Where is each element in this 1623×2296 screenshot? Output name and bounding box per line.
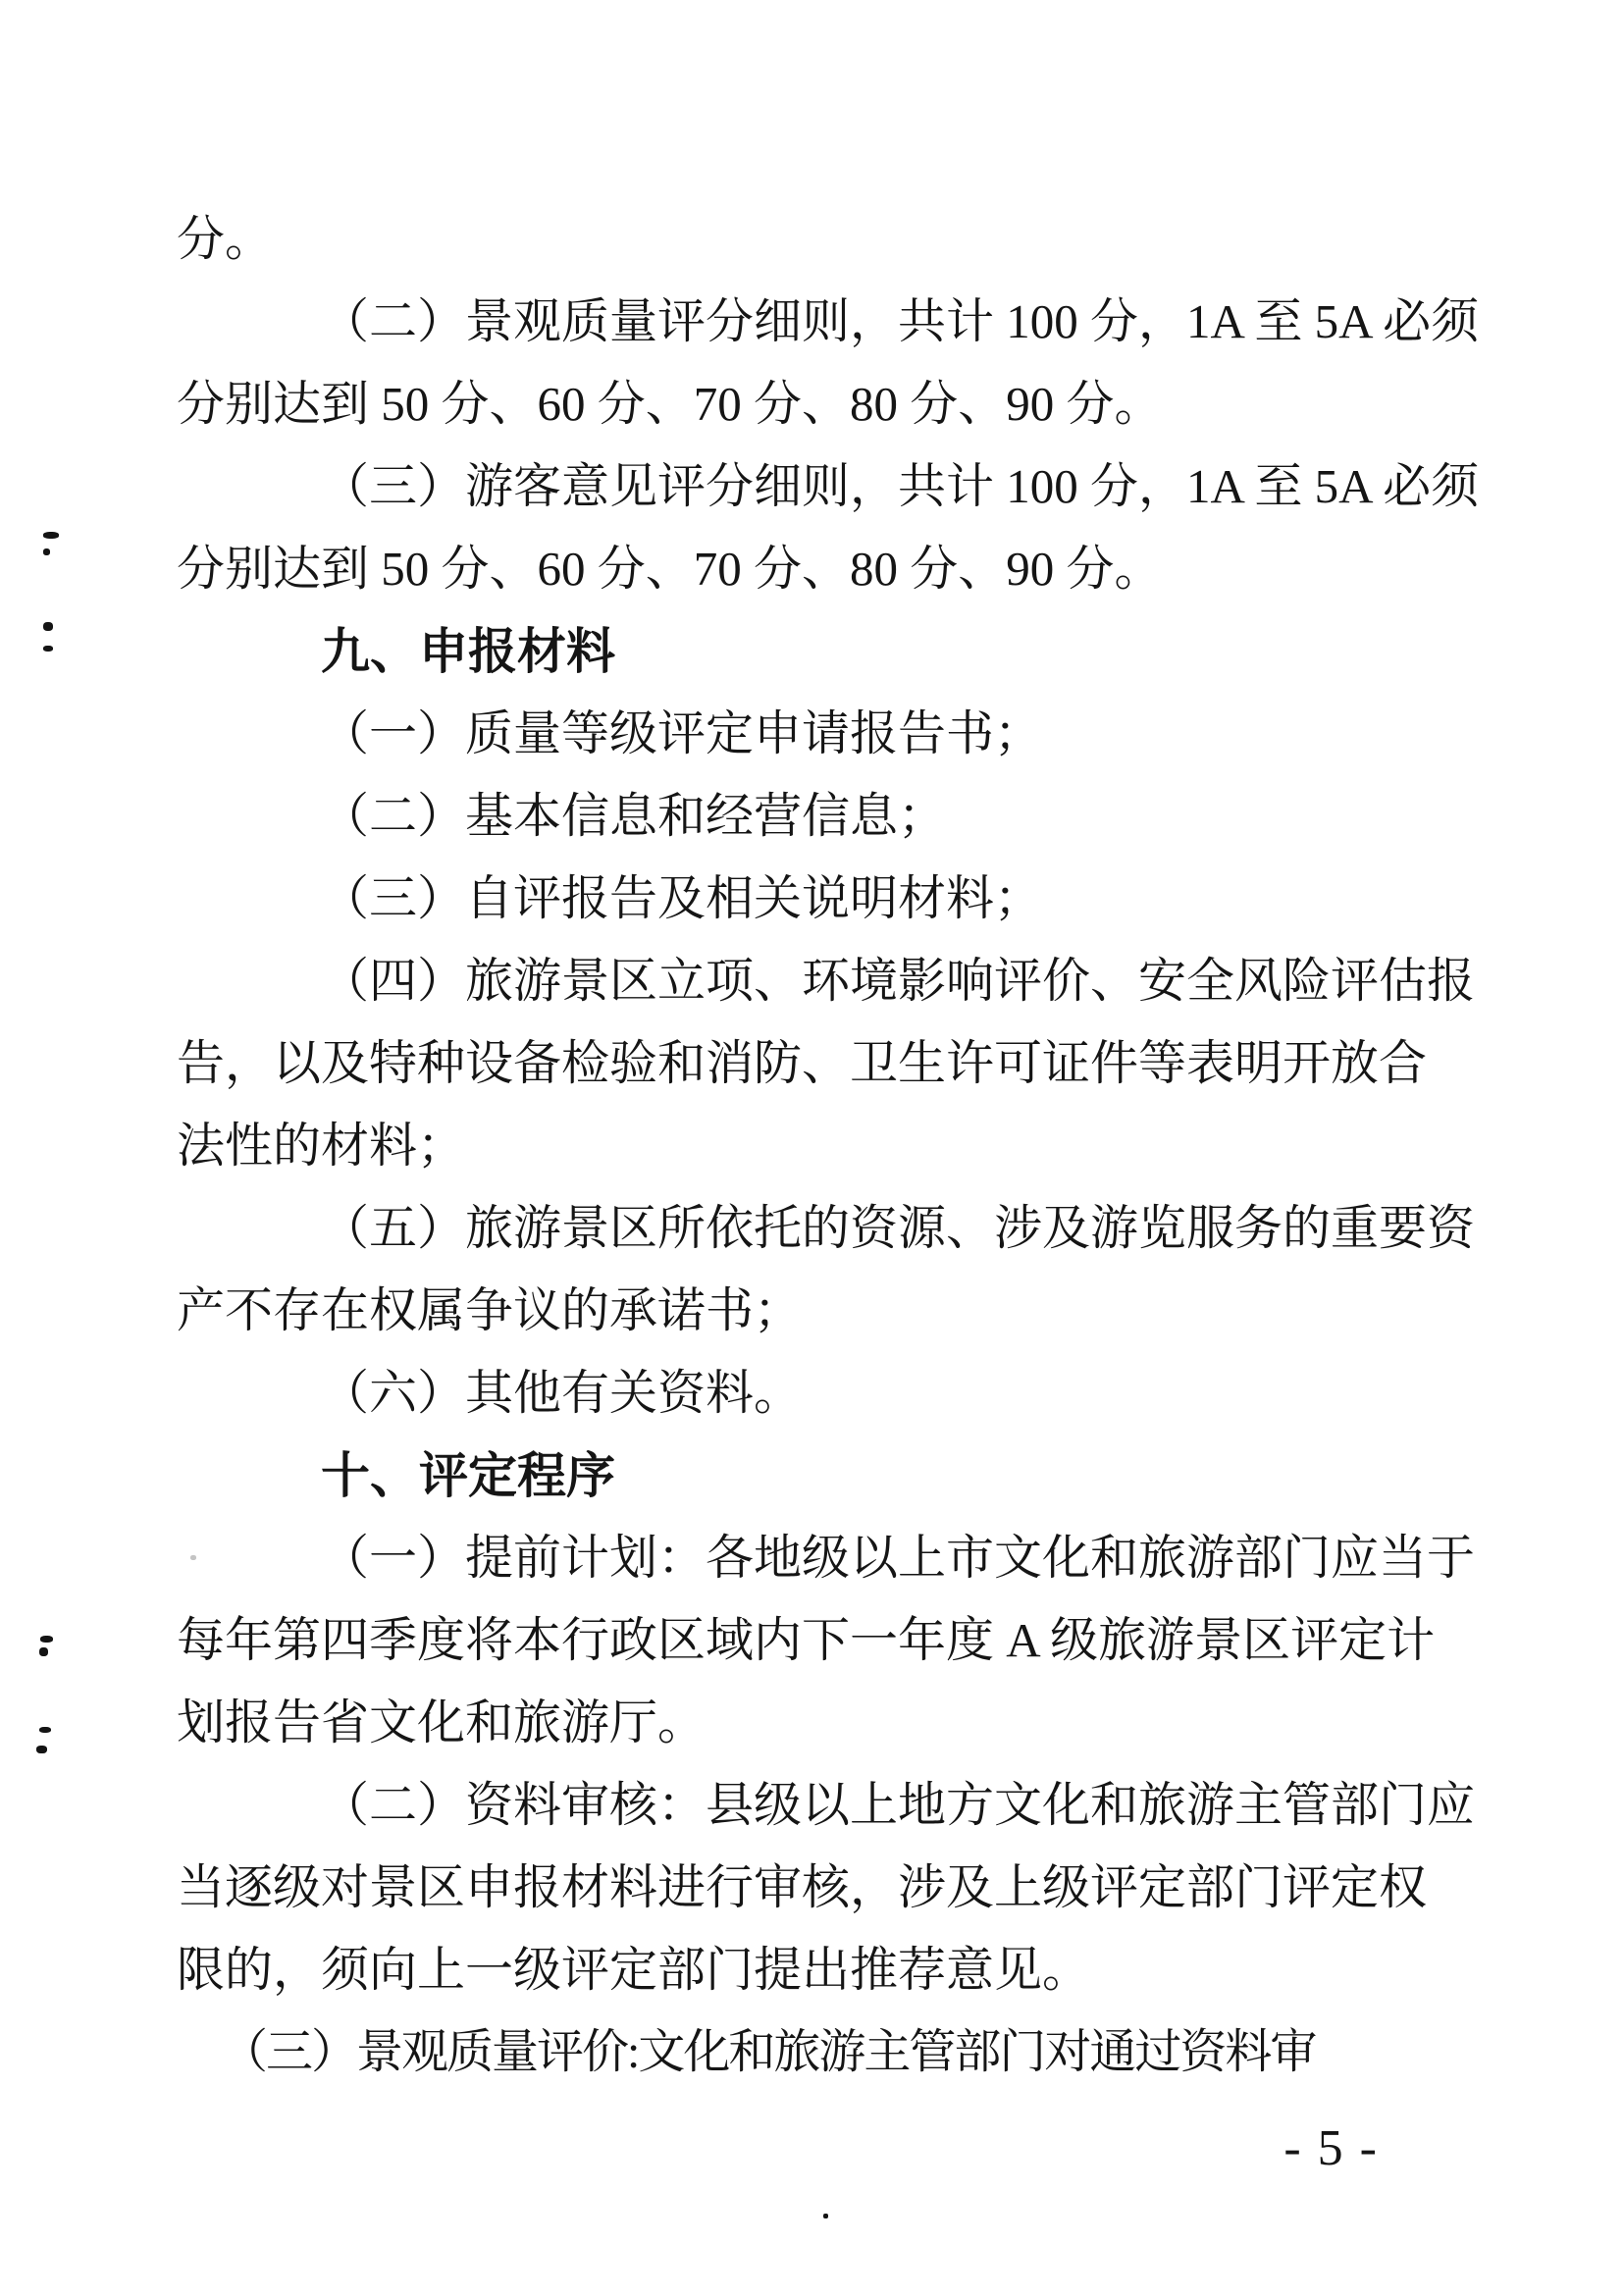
scan-speck <box>43 548 50 555</box>
scan-speck <box>43 646 53 652</box>
text-line: （五）旅游景区所依托的资源、涉及游览服务的重要资 <box>321 1201 1476 1255</box>
text-line: 每年第四季度将本行政区域内下一年度 A 级旅游景区评定计 <box>177 1613 1436 1667</box>
page-number: - 5 - <box>1283 2120 1379 2176</box>
text-line: 划报告省文化和旅游厅。 <box>177 1696 707 1749</box>
text-line: （三）游客意见评分细则，共计 100 分，1A 至 5A 必须 <box>321 459 1480 513</box>
scan-speck <box>190 1555 196 1560</box>
scan-speck <box>823 2214 828 2218</box>
section-heading-10: 十、评定程序 <box>321 1448 615 1503</box>
text-line: （二）景观质量评分细则，共计 100 分，1A 至 5A 必须 <box>321 294 1480 348</box>
text-line: （一）提前计划：各地级以上市文化和旅游部门应当于 <box>321 1531 1476 1585</box>
document-body <box>177 198 1482 2094</box>
text-line: 分。 <box>177 212 274 266</box>
scan-speck <box>43 622 53 631</box>
text-line: （三）景观质量评价:文化和旅游主管部门对通过资料审 <box>221 2026 1316 2078</box>
text-line: 分别达到 50 分、60 分、70 分、80 分、90 分。 <box>177 542 1163 596</box>
text-line: （一）质量等级评定申请报告书； <box>321 706 1043 760</box>
scan-speck <box>43 532 59 539</box>
text-line: 分别达到 50 分、60 分、70 分、80 分、90 分。 <box>177 377 1163 431</box>
text-line: （三）自评报告及相关说明材料； <box>321 871 1043 925</box>
section-heading-9: 九、申报材料 <box>321 624 615 679</box>
text-line: （六）其他有关资料。 <box>321 1366 803 1420</box>
scan-speck <box>36 1746 47 1753</box>
text-line: 法性的材料； <box>177 1119 466 1173</box>
scan-speck <box>39 1647 48 1656</box>
text-line: 产不存在权属争议的承诺书； <box>177 1283 803 1337</box>
scan-speck <box>40 1636 53 1643</box>
scan-speck <box>39 1727 51 1733</box>
text-line: 当逐级对景区申报材料进行审核，涉及上级评定部门评定权 <box>177 1860 1428 1914</box>
text-line: （二）基本信息和经营信息； <box>321 789 947 843</box>
text-line: 告，以及特种设备检验和消防、卫生许可证件等表明开放合 <box>177 1036 1428 1090</box>
text-line: （四）旅游景区立项、环境影响评价、安全风险评估报 <box>321 954 1476 1008</box>
text-line: 限的，须向上一级评定部门提出推荐意见。 <box>177 1943 1091 1997</box>
text-line: （二）资料审核：县级以上地方文化和旅游主管部门应 <box>321 1778 1476 1832</box>
